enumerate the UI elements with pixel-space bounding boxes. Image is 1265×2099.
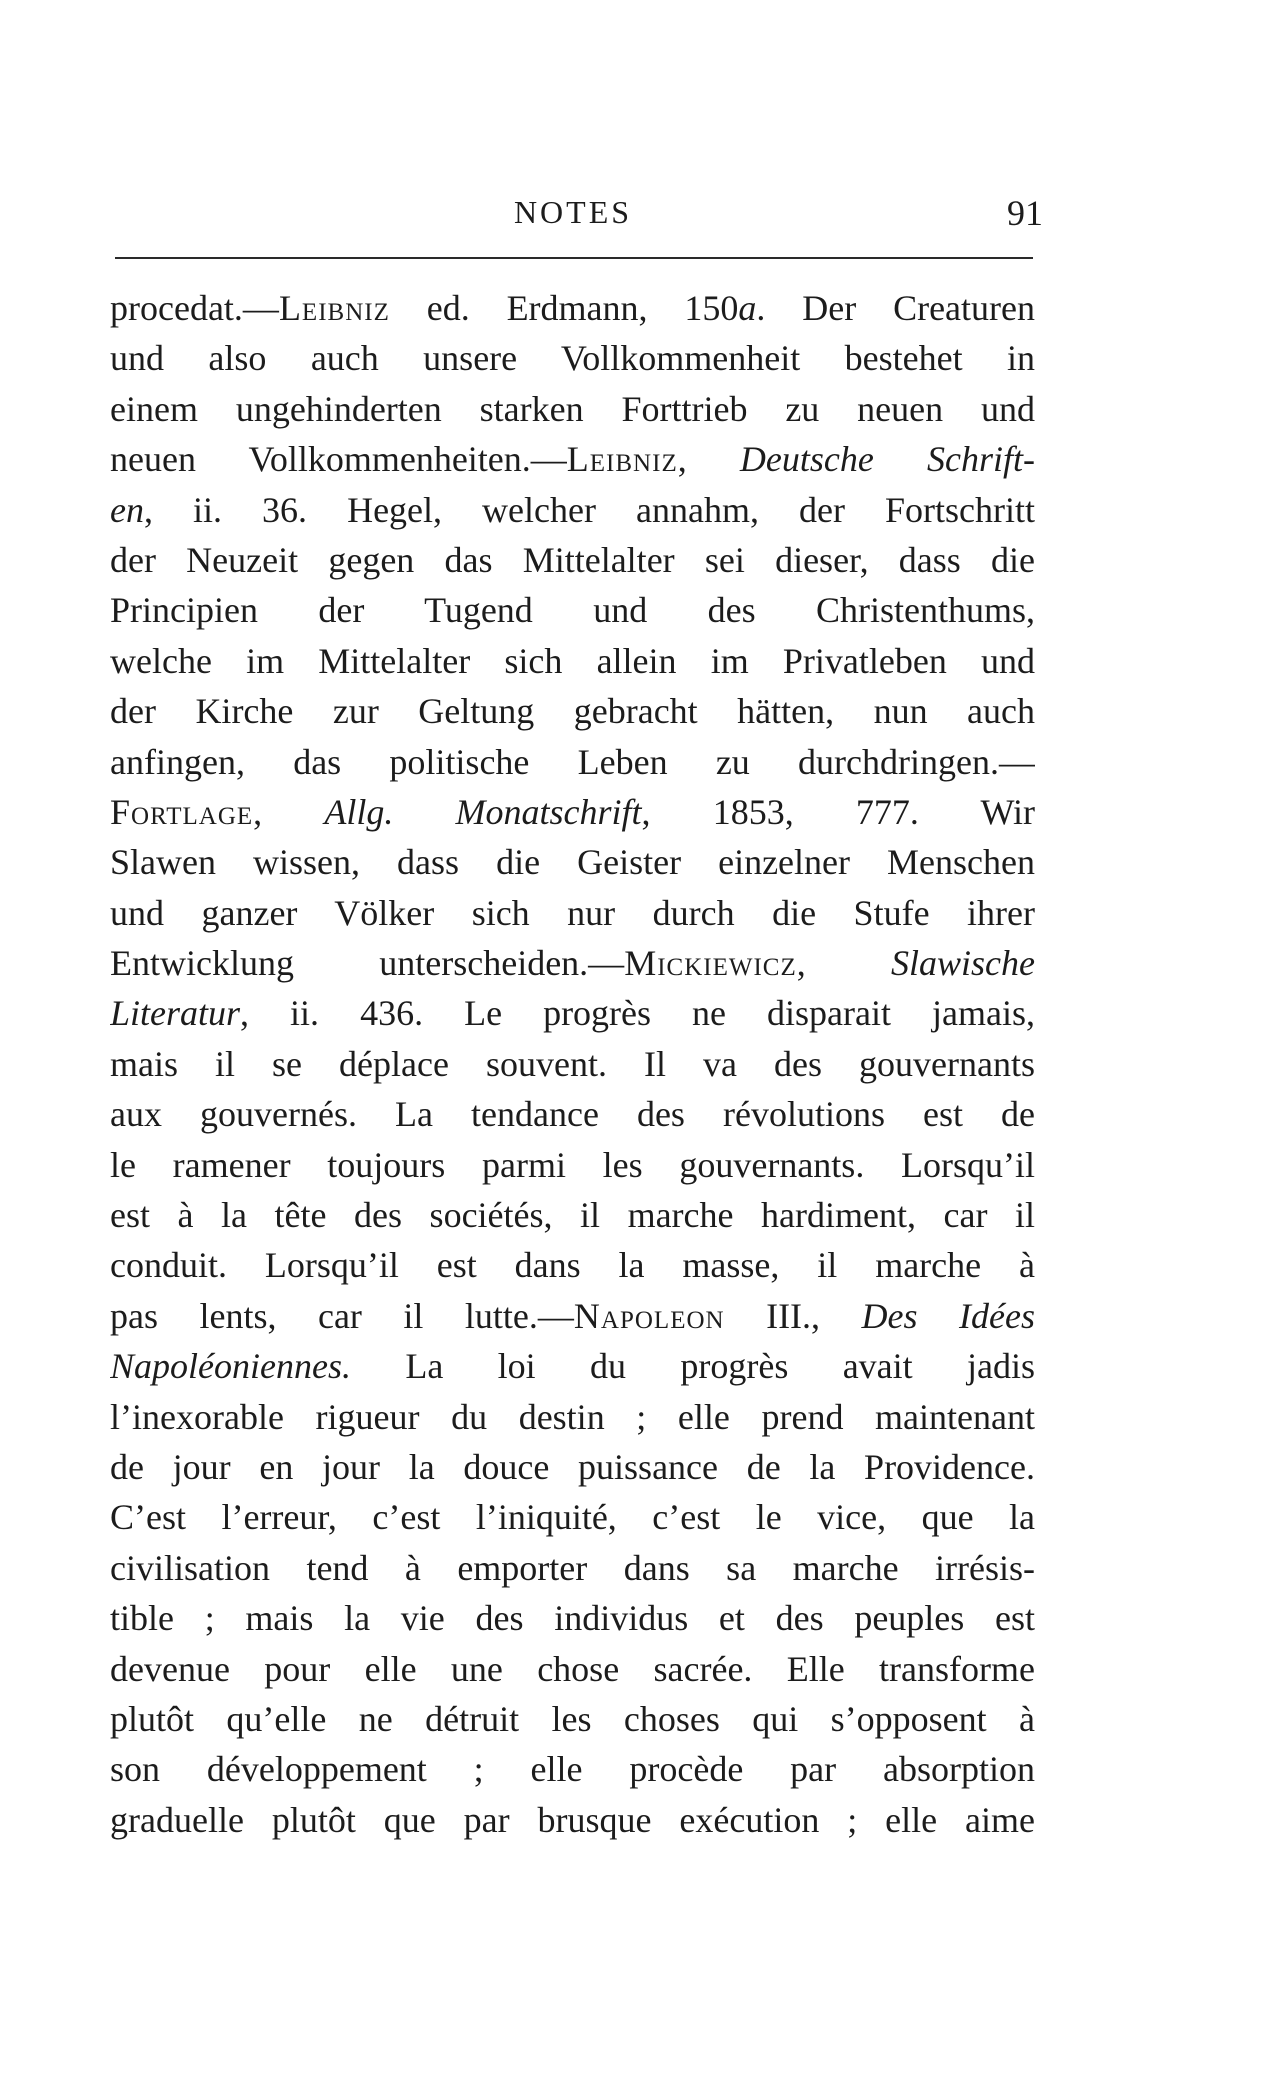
- text-line: [110, 1795, 1035, 1845]
- text-line: [110, 1291, 1035, 1341]
- text-run: plutôt qu’elle ne détruit les choses qui s’opposent à: [110, 1698, 1035, 1739]
- italic-title: Des Idées: [861, 1295, 1035, 1336]
- text-run: est à la tête des sociétés, il marche hardiment, car il: [110, 1195, 1035, 1236]
- text-run: aux gouvernés. La tendance des révolutions est de: [110, 1094, 1035, 1135]
- text-line: [110, 1492, 1035, 1542]
- text-line: [110, 434, 1035, 484]
- text-line: [110, 1392, 1035, 1442]
- text-line: [110, 384, 1035, 434]
- text-run: son développement ; elle procède par absorption: [110, 1749, 1035, 1790]
- italic-title: Allg.: [324, 791, 394, 832]
- text-line: [110, 1190, 1035, 1240]
- text-line: [110, 1593, 1035, 1643]
- author-name: Mickiewicz: [624, 943, 797, 984]
- text-run: graduelle plutôt que par brusque exécution ; elle aime: [110, 1799, 1035, 1840]
- page-title: NOTES: [513, 194, 633, 230]
- text-run: pas lents, car il lutte.—: [110, 1295, 574, 1336]
- text-run: einem ungehinderten starken Forttrieb zu neuen und: [110, 388, 1035, 429]
- text-run: La loi du progrès avait jadis: [350, 1346, 1035, 1387]
- text-line: [110, 1039, 1035, 1089]
- text-run: . Der Creaturen: [756, 288, 1035, 328]
- text-line: [110, 1140, 1035, 1190]
- text-run: , 1853, 777. Wir: [641, 791, 1035, 832]
- text-line: [110, 1543, 1035, 1593]
- text-run: Entwicklung unterscheiden.—: [110, 943, 625, 984]
- text-run: le ramener toujours parmi les gouvernants. Lorsqu’il: [110, 1144, 1035, 1185]
- text-run: III.,: [724, 1295, 862, 1336]
- text-line: [110, 535, 1035, 585]
- text-run: der Kirche zur Geltung gebracht hätten, nun auch: [110, 691, 1035, 732]
- text-line: [110, 837, 1035, 887]
- author-name: Fortlage: [110, 791, 254, 832]
- text-run: civilisation tend à emporter dans sa marche irrésis-: [110, 1547, 1035, 1588]
- text-line: [110, 585, 1035, 635]
- text-run: Principien der Tugend und des Christenthums,: [110, 590, 1035, 631]
- text-run: ,: [677, 439, 740, 480]
- italic-title: a: [738, 288, 757, 328]
- text-run: und also auch unsere Vollkommenheit bestehet in: [110, 338, 1035, 379]
- italic-title: Deutsche Schrift-: [739, 439, 1035, 480]
- text-run: , ii. 436. Le progrès ne disparait jamais,: [240, 993, 1035, 1034]
- text-run: ed. Erdmann, 150: [389, 288, 739, 328]
- text-run: de jour en jour la douce puissance de la Providence.: [110, 1446, 1035, 1487]
- text-line: [110, 485, 1035, 535]
- italic-title: Slawische: [891, 943, 1035, 984]
- page-number: 91: [1007, 193, 1043, 233]
- text-run: C’est l’erreur, c’est l’iniquité, c’est le vice, que la: [110, 1497, 1035, 1538]
- text-line: [110, 636, 1035, 686]
- text-line: [110, 1694, 1035, 1744]
- text-run: der Neuzeit gegen das Mittelalter sei dieser, dass die: [110, 539, 1035, 580]
- text-run: welche im Mittelalter sich allein im Privatleben und: [110, 640, 1035, 681]
- notes-text: [110, 283, 1035, 1845]
- text-run: Slawen wissen, dass die Geister einzelner Menschen: [110, 842, 1035, 883]
- text-line: [110, 333, 1035, 383]
- text-line: [110, 1442, 1035, 1492]
- text-run: ,: [253, 791, 325, 832]
- italic-title: Literatur: [110, 993, 241, 1034]
- text-line: [110, 1744, 1035, 1794]
- author-name: Napoleon: [573, 1295, 725, 1336]
- running-head: [108, 190, 1043, 240]
- text-run: neuen Vollkommenheiten.—: [110, 439, 567, 480]
- text-run: procedat.—: [110, 288, 279, 328]
- italic-title: en: [110, 489, 144, 530]
- text-run: [393, 792, 455, 832]
- header-rule: [115, 257, 1033, 259]
- text-run: , ii. 36. Hegel, welcher annahm, der Fortschritt: [143, 489, 1035, 530]
- text-line: [110, 988, 1035, 1038]
- text-run: anfingen, das politische Leben zu durchdringen.—: [110, 741, 1035, 782]
- text-line: [110, 888, 1035, 938]
- author-name: Leibniz: [566, 439, 678, 480]
- text-line: [110, 686, 1035, 736]
- text-line: [110, 1341, 1035, 1391]
- italic-title: Monatschrift: [455, 791, 642, 832]
- text-run: mais il se déplace souvent. Il va des gouvernants: [110, 1043, 1035, 1084]
- text-run: tible ; mais la vie des individus et des peuples est: [110, 1598, 1035, 1639]
- text-line: [110, 1644, 1035, 1694]
- author-name: Leibniz: [278, 288, 390, 328]
- text-line: [110, 787, 1035, 837]
- text-line: [110, 1240, 1035, 1290]
- text-run: conduit. Lorsqu’il est dans la masse, il marche à: [110, 1245, 1035, 1286]
- italic-title: Napoléoniennes.: [110, 1346, 351, 1387]
- text-run: und ganzer Völker sich nur durch die Stufe ihrer: [110, 892, 1035, 933]
- text-line: [110, 737, 1035, 787]
- text-line: [110, 938, 1035, 988]
- text-run: l’inexorable rigueur du destin ; elle prend maintenant: [110, 1396, 1035, 1437]
- text-run: ,: [796, 943, 892, 984]
- text-line: [110, 283, 1035, 333]
- text-line: [110, 1089, 1035, 1139]
- text-run: devenue pour elle une chose sacrée. Elle transforme: [110, 1648, 1035, 1689]
